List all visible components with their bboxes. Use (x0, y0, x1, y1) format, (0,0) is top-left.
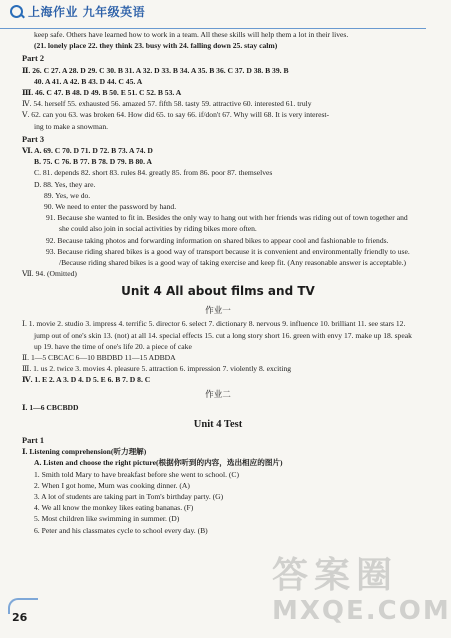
answer-line: Ⅲ. 46. C 47. B 48. D 49. B 50. E 51. C 52. B 53. A (22, 88, 182, 98)
answer-line: 5. Most children like swimming in summer. (D) (34, 514, 180, 524)
homework-one-answers (22, 318, 414, 385)
answer-line: Part 2 (22, 54, 45, 64)
answer-line: D. 88. Yes, they are. (34, 179, 96, 189)
page-header (0, 0, 426, 29)
answer-line: C. 81. depends 82. short 83. rules 84. greatly 85. from 86. poor 87. themselves (34, 168, 273, 178)
answer-line: Ⅳ. 54. herself 55. exhausted 56. amazed 57. fifth 58. tasty 59. attractive 60. interested 61. truly (22, 99, 312, 109)
answer-line: keep safe. Others have learned how to work in a team. All these skills will help them a lot in their lives. (34, 30, 349, 39)
watermark-top-text: 答案圈 (272, 555, 399, 596)
answer-line: Part 3 (22, 134, 45, 144)
homework-two-answers (22, 402, 414, 413)
answer-line: 92. Because taking photos and forwarding information on shared bikes to appear cool and fashionable to friends. (46, 235, 389, 245)
magnifier-logo-icon (10, 5, 23, 18)
answer-line: Ⅱ. 1—5 CBCAC 6—10 BBDBD 11—15 ADBDA (22, 353, 176, 363)
answer-line: (21. lonely place 22. they think 23. busy with 24. falling down 25. stay calm) (34, 41, 278, 51)
answer-line: Part 1 (22, 435, 45, 445)
answer-line: 2. When I got home, Mum was cooking dinner. (A) (34, 480, 190, 490)
answer-line: Ⅵ. A. 69. C 70. D 71. D 72. B 73. A 74. D (22, 146, 153, 156)
answer-line: B. 75. C 76. B 77. B 78. D 79. B 80. A (34, 157, 152, 167)
answer-line: 4. We all know the monkey likes eating bananas. (F) (34, 503, 194, 513)
unit3-answers (22, 29, 414, 279)
answer-line: Ⅰ. 1. movie 2. studio 3. impress 4. terrific 5. director 6. select 7. dictionary 8. nervous 9. influence 10. brilliant 11. see stars 12. jump out of one's skin 13. (not) at all 14. special effects 15. cut a long story short 16. green with envy 17. make up 18. speak up 19. have the time of one's life 20. a piece of cake (22, 319, 412, 351)
answer-line: 40. A 41. A 42. B 43. D 44. C 45. A (34, 76, 143, 86)
answer-line: Ⅶ. 94. (Omitted) (22, 269, 77, 279)
answer-line: 90. We need to enter the password by hand. (44, 202, 177, 212)
homework-one-title: 作业一 (205, 305, 231, 316)
answer-line: 93. Because riding shared bikes is a good way of transport because it is convenient and environmentally friendly to use. /Because riding shared bikes is a good way of taking exercise and keep fit. (Any reasonable answer is acceptable.) (46, 246, 410, 268)
answer-line: 89. Yes, we do. (44, 190, 91, 200)
unit-title: Unit 4 All about films and TV (121, 284, 315, 299)
answer-line: Ⅰ. Listening comprehension(听力理解) (22, 447, 147, 457)
watermark-bottom-text: MXQE.COM (272, 596, 451, 626)
series-title: 上海作业 九年级英语 (28, 5, 146, 19)
watermark-logo (272, 555, 451, 632)
homework-two-title: 作业二 (205, 388, 231, 399)
test-answers (22, 435, 414, 536)
answer-line: Ⅴ. 62. can you 63. was broken 64. How did 65. to say 66. if/don't 67. Why will 68. It is very interest- (22, 110, 330, 120)
answer-line: Ⅲ. 1. us 2. twice 3. movies 4. pleasure 5. attraction 6. impression 7. violently 8. exciting (22, 364, 292, 374)
page-number: 26 (12, 611, 28, 624)
answer-line: ing to make a snowman. (34, 121, 109, 131)
test-title: Unit 4 Test (193, 418, 243, 430)
answer-line: 1. Smith told Mary to have breakfast before she went to school. (C) (34, 469, 239, 479)
answer-line: 6. Peter and his classmates cycle to school every day. (B) (34, 525, 208, 535)
answer-line: 3. A lot of students are taking part in Tom's birthday party. (G) (34, 491, 224, 501)
answer-line: A. Listen and choose the right picture(根据你听到的内容，选出相应的图片) (34, 458, 283, 468)
answer-line: 91. Because she wanted to fit in. Besides the only way to hang out with her friends was riding out of town together and she could also join in social activities by riding bikes more often. (46, 213, 408, 234)
answer-line: Ⅱ. 26. C 27. A 28. D 29. C 30. B 31. A 32. D 33. B 34. A 35. B 36. C 37. D 38. B 39. B (22, 65, 289, 75)
answer-line: Ⅰ. 1—6 CBCBDD (22, 402, 79, 412)
answer-line: Ⅳ. 1. E 2. A 3. D 4. D 5. E 6. B 7. D 8. C (22, 375, 151, 385)
answer-content (22, 29, 414, 536)
